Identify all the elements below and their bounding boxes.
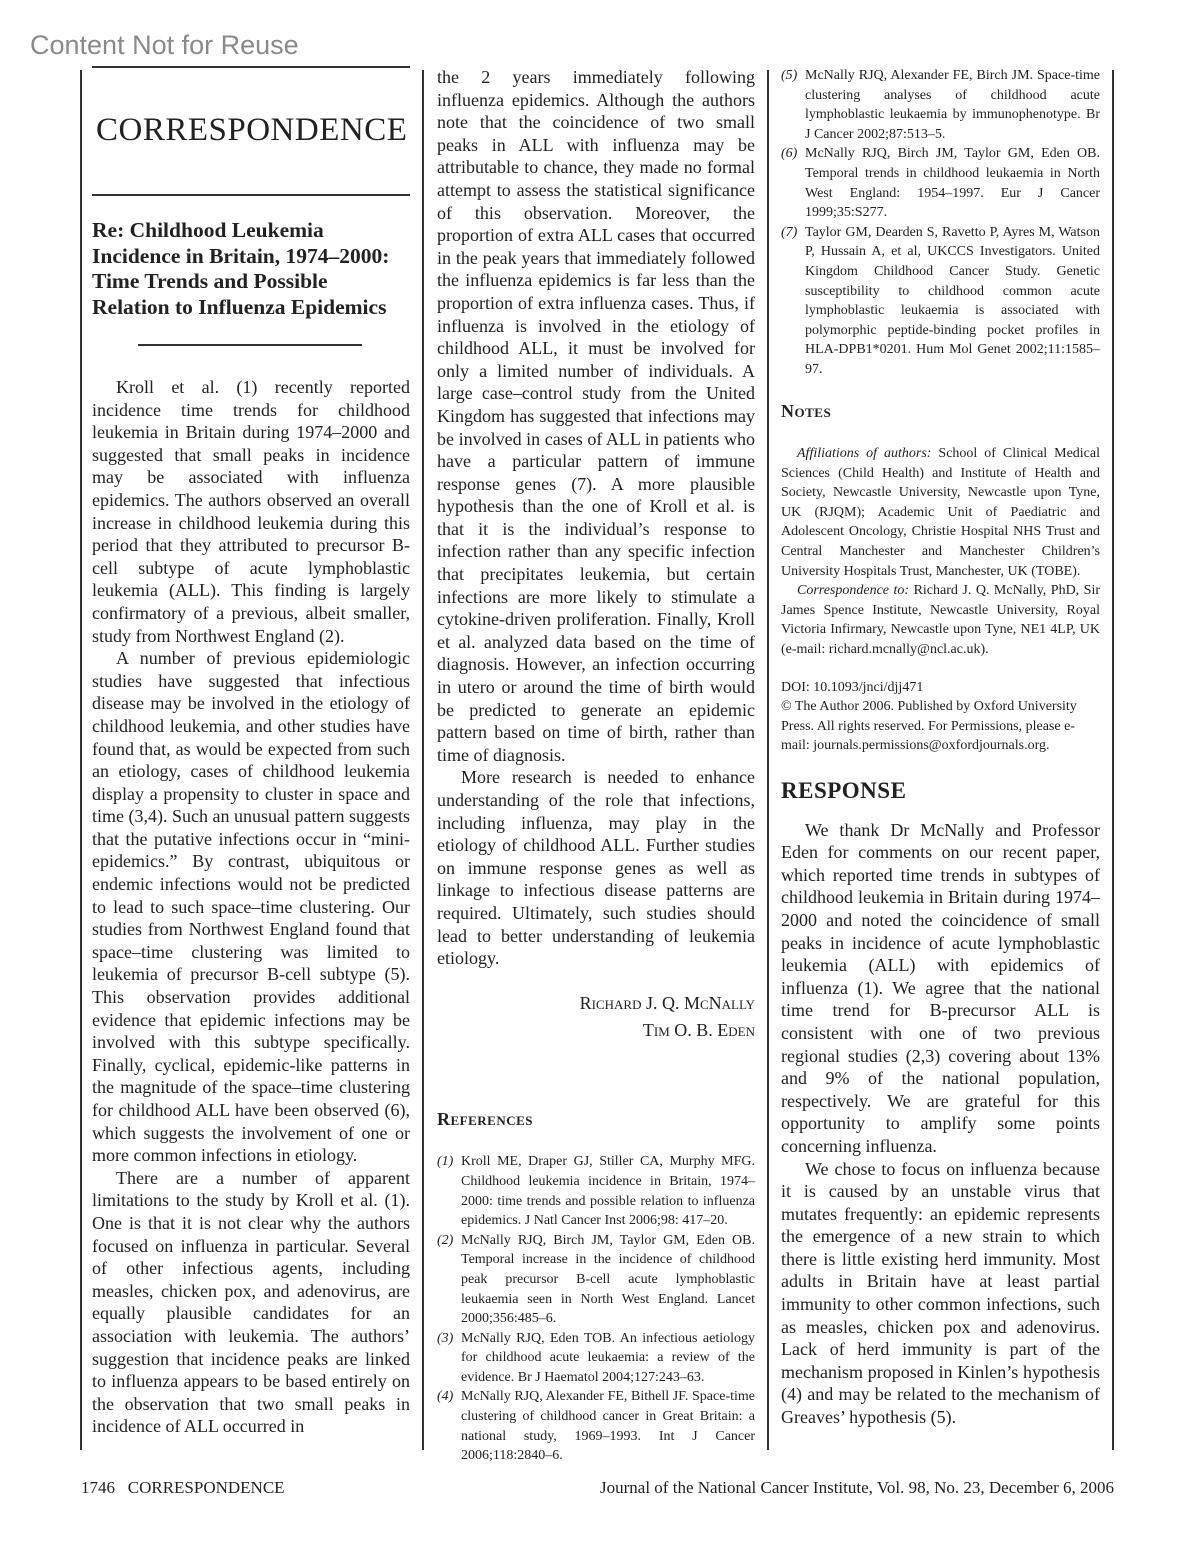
response-heading: RESPONSE	[781, 778, 907, 803]
column-rule	[80, 70, 82, 1450]
correspondence-note: Correspondence to: Richard J. Q. McNally, PhD, Sir James Spence Institute, Newcastle University, Royal Victoria Infirmary, Newcastle upon Tyne, NE1 4LP, UK (e-mail: richard.mcnally@ncl.ac.uk).	[781, 583, 1101, 658]
divider	[92, 66, 410, 68]
reference-item: (4) McNally RJQ, Alexander FE, Bithell JF. Space-time clustering of childhood cancer in Great Britain: a national study, 1969–1993. Int J Cancer 2006;118:2840–6.	[437, 1389, 755, 1464]
signature-block	[437, 990, 755, 1044]
column-rule	[422, 70, 424, 1450]
divider	[92, 194, 410, 196]
letter-paragraph: There are a number of apparent limitations to the study by Kroll et al. (1). One is that it is not clear why the authors focused on influenza in particular. Several of other infectious agents, including measles, chicken pox, and adenovirus, are equally plausible candidates for an association with leukemia. The authors’ suggestion that incidence peaks are linked to influenza appears to be based entirely on the observation that two small peaks in incidence of ALL occurred in	[92, 1167, 410, 1437]
reference-item: (6) McNally RJQ, Birch JM, Taylor GM, Eden OB. Temporal trends in childhood leukaemia in North West England: 1954–1997. Eur J Cancer 1999;35:S277.	[781, 146, 1100, 221]
reference-item: (3) McNally RJQ, Eden TOB. An infectious aetiology for childhood acute leukaemia: a review of the evidence. Br J Haematol 2004;127:243–63.	[437, 1330, 755, 1385]
references-heading: References	[437, 1108, 534, 1129]
reference-item: (2) McNally RJQ, Birch JM, Taylor GM, Eden OB. Temporal increase in the incidence of childhood peak precursor B-cell acute lymphoblastic leukaemia seen in North West England. Lancet 2000;356:485–6.	[437, 1232, 755, 1327]
letter-paragraph: the 2 years immediately following influenza epidemics. Although the authors note that the coincidence of two small peaks in ALL with influenza may be attributable to chance, they made no formal attempt to assess the statistical significance of this observation. Moreover, the proportion of extra ALL cases that occurred in the peak years that immediately followed the influenza epidemics is far less than the proportion of extra influenza cases. Thus, if influenza is involved in the etiology of childhood ALL, it must be involved for only a limited number of individuals. A large case–control study from the United Kingdom has suggested that infections may be involved in cases of ALL in patients who have a particular pattern of immune response genes (7). A more plausible hypothesis than the one of Kroll et al. is that it is the individual’s response to infection rather than any specific infection that precipitates leukemia, but certain infections are more likely to stimulate a cytokine-driven proliferation. Finally, Kroll et al. analyzed data based on the time of diagnosis. However, an infection occurring in utero or around the time of birth would be predicted to generate an epidemic pattern based on time of birth, rather than time of diagnosis.	[437, 67, 755, 765]
footer-page-label: 1746 CORRESPONDENCE	[81, 1478, 285, 1497]
letter-paragraph: A number of previous epidemiologic studies have suggested that infectious disease may be involved in the etiology of childhood leukemia, and other studies have found that, as would be expected from such an etiology, cases of childhood leukemia display a propensity to cluster in space and time (3,4). Such an unusual pattern suggests that the putative infections occur in “mini-epidemics.” By contrast, ubiquitous or endemic infections would not be predicted to lead to such space–time clustering. Our studies from Northwest England found that space–time clustering was limited to leukemia of precursor B-cell subtype (5). This observation provides additional evidence that epidemic infections may be involved with this subtype specifically. Finally, cyclical, epidemic-like patterns in the magnitude of the space–time clustering for childhood ALL have been observed (6), which suggests the involvement of one or more common infections in etiology.	[92, 648, 410, 1166]
column-1	[92, 66, 410, 1438]
divider	[138, 344, 362, 346]
column-rule	[767, 70, 769, 1450]
reference-item: (7) Taylor GM, Dearden S, Ravetto P, Ayres M, Watson P, Hussain A, et al, UKCCS Investigators. United Kingdom Childhood Cancer Study. Genetic susceptibility to childhood common acute lymphoblastic leukaemia is associated with polymorphic peptide-binding pocket profiles in HLA-DPB1*0201. Hum Mol Genet 2002;11:1585–97.	[781, 224, 1100, 377]
column-2	[437, 66, 755, 1466]
column-rule	[1112, 70, 1114, 1450]
signature: Tim O. B. Eden	[642, 1019, 755, 1040]
affiliations-note: Affiliations of authors: School of Clinical Medical Sciences (Child Health) and Institute of Health and Society, Newcastle University, Newcastle upon Tyne, UK (RJQM); Academic Unit of Paediatric and Adolescent Oncology, Christie Hospital NHS Trust and Central Manchester and Manchester Children’s University Hospitals Trust, Manchester, UK (TOBE).	[781, 446, 1100, 579]
article-title: Re: Childhood Leukemia Incidence in Britain, 1974–2000: Time Trends and Possible Relation to Influenza Epidemics	[92, 218, 390, 319]
response-paragraph: We thank Dr McNally and Professor Eden for comments on our recent paper, which reported time trends in subtypes of childhood leukemia in Britain during 1974–2000 and noted the coincidence of small peaks in incidence of acute lymphoblastic leukemia (ALL) with epidemics of influenza (1). We agree that the national time trend for B-precursor ALL is consistent with one of two previous regional studies (2,3) covering about 13% and 9% of the national population, respectively. We are grateful for this opportunity to amplify some points concerning influenza.	[781, 819, 1100, 1156]
watermark: Content Not for Reuse	[30, 30, 299, 60]
response-paragraph: We chose to focus on influenza because it is caused by an unstable virus that mutates frequently: an epidemic represents the emergence of a new strain to which there is little existing herd immunity. Most adults in Britain have at least partial immunity to other common infections, such as measles, chicken pox and adenovirus. Lack of herd immunity is part of the mechanism proposed in Kinlen’s hypothesis (4) and may be related to the mechanism of Greaves’ hypothesis (5).	[781, 1158, 1100, 1428]
footer-journal-info: Journal of the National Cancer Institute, Vol. 98, No. 23, December 6, 2006	[600, 1478, 1114, 1497]
signature: Richard J. Q. McNally	[579, 992, 755, 1013]
reference-item: (1) Kroll ME, Draper GJ, Stiller CA, Murphy MFG. Childhood leukemia incidence in Britain, 1974–2000: time trends and possible relation to influenza epidemics. J Natl Cancer Inst 2006;98: 417–20.	[437, 1154, 755, 1229]
copyright: © The Author 2006. Published by Oxford University Press. All rights reserved. For Permissions, please e-mail: journals.permissions@oxfordjournals.org.	[781, 699, 1077, 754]
reference-list	[437, 1152, 755, 1466]
reference-item: (5) McNally RJQ, Alexander FE, Birch JM. Space-time clustering analyses of childhood acute lymphoblastic leukaemia by immunophenotype. Br J Cancer 2002;87:513–5.	[781, 68, 1100, 142]
letter-paragraph: More research is needed to enhance understanding of the role that infections, including influenza, may play in the etiology of childhood ALL. Further studies on immune response genes as well as linkage to infectious disease patterns are required. Ultimately, such studies should lead to better understanding of leukemia etiology.	[437, 767, 755, 969]
reference-list	[781, 66, 1100, 380]
column-3	[781, 66, 1100, 1429]
section-title: CORRESPONDENCE	[96, 112, 408, 148]
notes-heading: Notes	[781, 400, 832, 421]
letter-paragraph: Kroll et al. (1) recently reported incidence time trends for childhood leukemia in Britain during 1974–2000 and suggested that small peaks in incidence may be associated with influenza epidemics. The authors observed an overall increase in childhood leukemia during this period that they attributed to precursor B-cell subtype of acute lymphoblastic leukemia (ALL). This finding is largely confirmatory of a previous, albeit smaller, study from Northwest England (2).	[92, 377, 410, 646]
doi: DOI: 10.1093/jnci/djj471	[781, 679, 924, 695]
